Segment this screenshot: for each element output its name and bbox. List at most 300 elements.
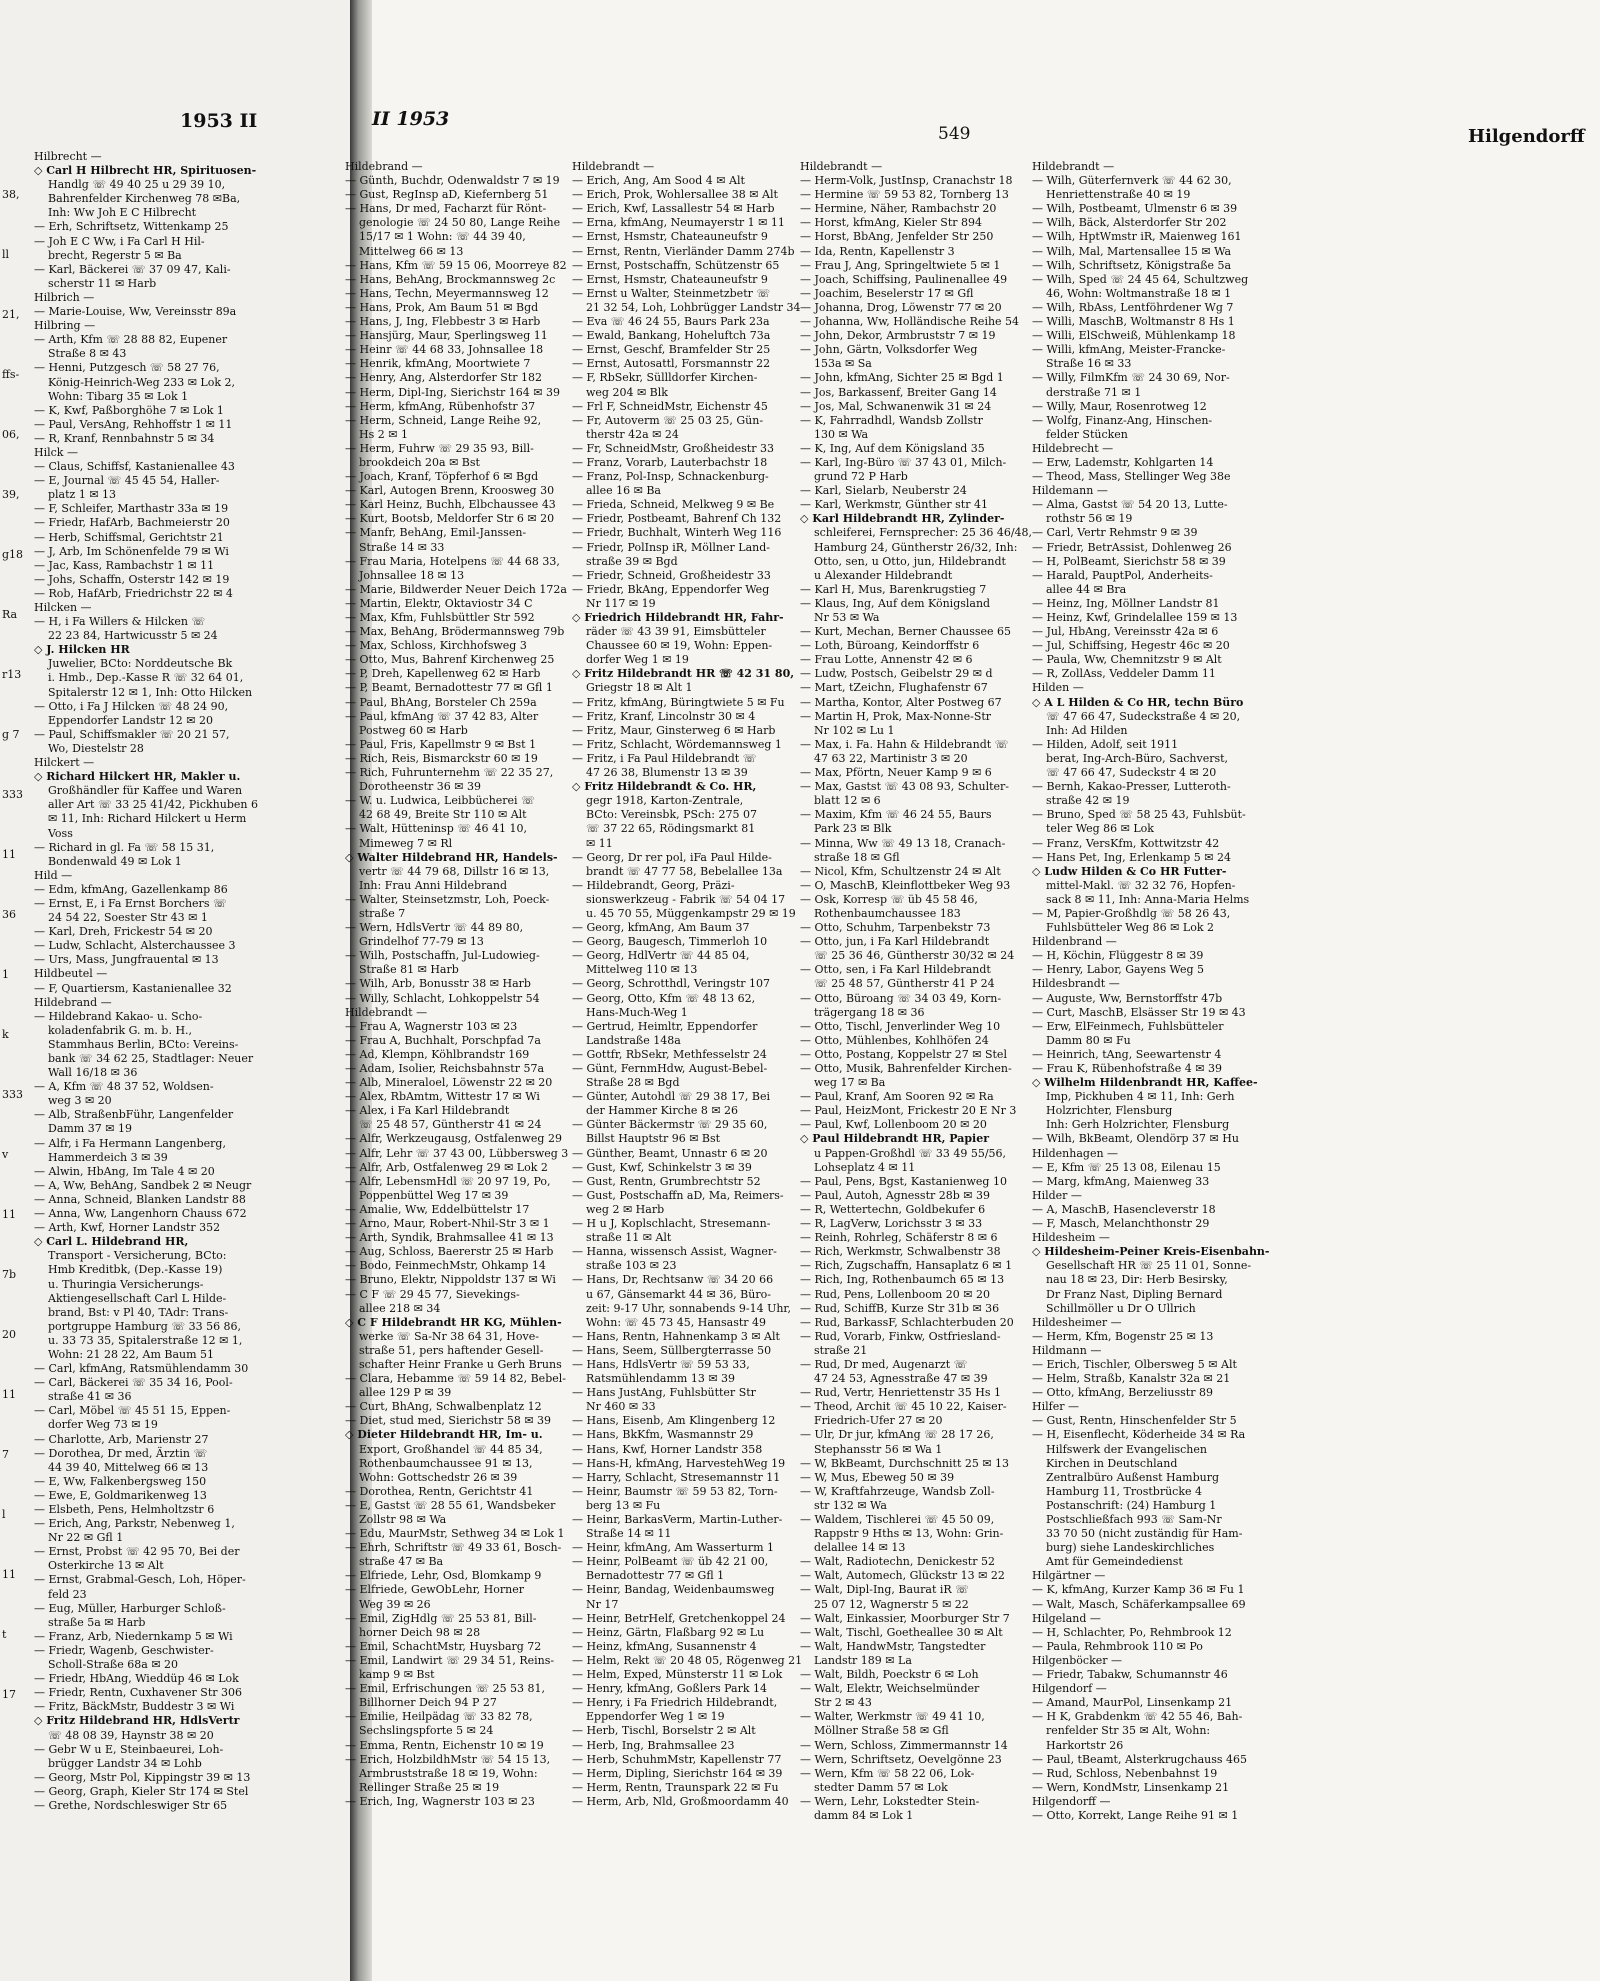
entry-continuation: Hilfswerk der Evangelischen: [1046, 1442, 1207, 1456]
directory-entry: — Friedr, HbAng, Wieddüp 46 ✉ Lok: [34, 1672, 239, 1686]
directory-entry: — Carl, kfmAng, Ratsmühlendamm 30: [34, 1362, 249, 1376]
firm-entry: ◇ Karl Hildebrandt HR, Zylinder-: [800, 512, 1005, 526]
surname-heading: Hild —: [34, 868, 73, 882]
directory-entry: — F, Masch, Melanchthonstr 29: [1032, 1217, 1210, 1231]
entry-continuation: weg 17 ✉ Ba: [814, 1076, 886, 1090]
entry-continuation: allee 129 P ✉ 39: [359, 1386, 452, 1400]
directory-entry: — Willi, MaschB, Woltmanstr 8 Hs 1: [1032, 315, 1235, 329]
directory-entry: — Herb, Ing, Brahmsallee 23: [572, 1738, 735, 1752]
entry-continuation: brecht, Regerstr 5 ✉ Ba: [48, 248, 182, 262]
directory-entry: — Heinz, Kwf, Grindelallee 159 ✉ 13: [1032, 611, 1238, 624]
directory-entry: — Paul, Pens, Bgst, Kastanienweg 10: [800, 1174, 1007, 1188]
directory-entry: — Ehrh, Schriftstr ☏ 49 33 61, Bosch-: [345, 1541, 562, 1555]
directory-entry: — Wern, Schloss, Zimmermannstr 14: [800, 1738, 1008, 1752]
entry-continuation: 15/17 ✉ 1 Wohn: ☏ 44 39 40,: [359, 230, 526, 244]
directory-entry: — Wilh, HptWmstr iR, Maienweg 161: [1032, 230, 1242, 244]
entry-continuation: ☏ 47 66 47, Sudeckstr 4 ✉ 20: [1046, 766, 1217, 780]
directory-entry: — Gust, RegInsp aD, Kiefernberg 51: [345, 188, 549, 202]
directory-entry: — Hans, Dr, Rechtsanw ☏ 34 20 66: [572, 1273, 774, 1287]
entry-continuation: Schillmöller u Dr O Ullrich: [1046, 1301, 1196, 1315]
directory-entry: — O, MaschB, Kleinflottbeker Weg 93: [800, 878, 1011, 892]
entry-continuation: 153a ✉ Sa: [814, 357, 872, 371]
entry-continuation: 25 07 12, Wagnerstr 5 ✉ 22: [814, 1597, 969, 1611]
directory-entry: — Joachim, Beselerstr 17 ✉ Gfl: [800, 286, 974, 300]
left-page-column: [34, 150, 334, 1950]
directory-entry: — Franz, Vorarb, Lauterbachstr 18: [572, 455, 768, 469]
surname-heading: Hildesbrandt —: [1032, 977, 1120, 991]
directory-entry: — R, Kranf, Rennbahnstr 5 ✉ 34: [34, 431, 215, 445]
entry-continuation: kamp 9 ✉ Bst: [359, 1668, 435, 1682]
entry-continuation: Otto, sen, u Otto, jun, Hildebrandt: [814, 554, 1006, 568]
directory-entry: — F, Schleifer, Marthastr 33a ✉ 19: [34, 502, 229, 516]
page-number: 549: [938, 124, 971, 144]
entry-continuation: Billst Hauptstr 96 ✉ Bst: [586, 1132, 721, 1146]
directory-entry: — Frau Maria, Hotelpens ☏ 44 68 33,: [345, 554, 560, 568]
entry-continuation: Harkortstr 26: [1046, 1738, 1124, 1752]
entry-continuation: felder Stücken: [1046, 427, 1128, 441]
directory-entry: — Rud, Vertr, Henriettenstr 35 Hs 1: [800, 1386, 1002, 1400]
margin-fragment: ffs-: [2, 368, 20, 381]
directory-entry: — Nicol, Kfm, Schultzenstr 24 ✉ Alt: [800, 864, 1001, 878]
directory-entry: — Osk, Korresp ☏ üb 45 58 46,: [800, 892, 978, 906]
directory-entry: — Karl, Autogen Brenn, Kroosweg 30: [345, 484, 555, 498]
directory-entry: — Edu, MaurMstr, Sethweg 34 ✉ Lok 1: [345, 1527, 565, 1541]
directory-entry: — Bruno, Elektr, Nippoldstr 137 ✉ Wi: [345, 1273, 556, 1287]
directory-entry: — Hans, J, Ing, Flebbestr 3 ✉ Harb: [345, 315, 541, 329]
directory-entry: — Hermine ☏ 59 53 82, Tornberg 13: [800, 188, 1009, 202]
entry-continuation: Zentralbüro Außenst Hamburg: [1046, 1470, 1220, 1484]
directory-entry: — Friedr, BkAng, Eppendorfer Weg: [572, 582, 770, 596]
entry-continuation: Amt für Gemeindedienst: [1046, 1555, 1183, 1569]
directory-entry: — Otto, jun, i Fa Karl Hildebrandt: [800, 935, 990, 949]
entry-continuation: schleiferei, Fernsprecher: 25 36 46/48,: [814, 526, 1033, 540]
surname-heading: Hildebrand —: [34, 995, 112, 1009]
directory-entry: — Waldem, Tischlerei ☏ 45 50 09,: [800, 1513, 995, 1526]
entry-continuation: straße 11 ✉ Alt: [586, 1231, 672, 1245]
firm-entry: ◇ Fritz Hildebrandt HR ☏ 42 31 80,: [572, 667, 795, 681]
directory-entry: — Herm, Fuhrw ☏ 29 35 93, Bill-: [345, 441, 534, 455]
directory-entry: — Heinr, PolBeamt ☏ üb 42 21 00,: [572, 1555, 769, 1569]
entry-continuation: Zollstr 98 ✉ Wa: [359, 1513, 447, 1526]
directory-entry: — Karl, Dreh, Frickestr 54 ✉ 20: [34, 925, 213, 939]
entry-continuation: ☏ 37 22 65, Rödingsmarkt 81: [586, 822, 756, 836]
directory-entry: — Gust, Rentn, Grumbrechtstr 52: [572, 1174, 761, 1188]
directory-entry: — Diet, stud med, Sierichstr 58 ✉ 39: [345, 1414, 552, 1428]
directory-entry: — P, Beamt, Bernadottestr 77 ✉ Gfl 1: [345, 681, 553, 695]
entry-continuation: Bernadottestr 77 ✉ Gfl 1: [586, 1569, 725, 1583]
surname-heading: Hildbeutel —: [34, 967, 108, 981]
directory-entry: — Helm, Rekt ☏ 20 48 05, Rögenweg 21: [572, 1653, 803, 1667]
left-page-header: 1953 II: [180, 110, 258, 132]
entry-continuation: u. Thuringia Versicherungs-: [48, 1277, 204, 1291]
directory-entry: — Arth, Syndik, Brahmsallee 41 ✉ 13: [345, 1231, 554, 1245]
directory-entry: — Paula, Ww, Chemnitzstr 9 ✉ Alt: [1032, 653, 1222, 667]
entry-continuation: Eppendorfer Weg 1 ✉ 19: [586, 1710, 725, 1724]
directory-entry: — Elfriede, Lehr, Osd, Blomkamp 9: [345, 1569, 542, 1583]
surname-heading: Hildmann —: [1032, 1343, 1102, 1357]
directory-entry: — Carl, Möbel ☏ 45 51 15, Eppen-: [34, 1404, 231, 1418]
directory-entry: — Herm, Schneid, Lange Reihe 92,: [345, 413, 542, 427]
margin-fragment: 39,: [2, 488, 20, 501]
firm-entry: ◇ Dieter Hildebrandt HR, Im- u.: [345, 1428, 543, 1442]
directory-entry: — Curt, BhAng, Schwalbenplatz 12: [345, 1400, 542, 1414]
directory-entry: — Walt, Radiotechn, Denickestr 52: [800, 1555, 995, 1569]
directory-entry: — Theod, Archit ☏ 45 10 22, Kaiser-: [800, 1400, 1007, 1414]
directory-entry: — Amand, MaurPol, Linsenkamp 21: [1032, 1696, 1233, 1710]
directory-entry: — Loth, Büroang, Keindorffstr 6: [800, 639, 980, 653]
surname-heading: Hildesheimer —: [1032, 1315, 1122, 1329]
directory-entry: — Curt, MaschB, Elsässer Str 19 ✉ 43: [1032, 1005, 1246, 1019]
directory-entry: — Heinr, kfmAng, Am Wasserturm 1: [572, 1541, 775, 1555]
entry-continuation: straße 21: [814, 1343, 868, 1357]
directory-entry: — Erw, Lademstr, Kohlgarten 14: [1032, 455, 1214, 469]
entry-continuation: bank ☏ 34 62 25, Stadtlager: Neuer: [48, 1052, 254, 1065]
entry-continuation: Wohn: 21 28 22, Am Baum 51: [48, 1347, 215, 1361]
margin-fragment: 17: [2, 1688, 16, 1701]
directory-entry: — Wilh, Postbeamt, Ulmenstr 6 ✉ 39: [1032, 202, 1238, 216]
directory-entry: — E, Journal ☏ 45 45 54, Haller-: [34, 474, 220, 488]
entry-continuation: der Hammer Kirche 8 ✉ 26: [586, 1104, 739, 1118]
directory-entry: — Wilh, Bäck, Alsterdorfer Str 202: [1032, 216, 1227, 230]
directory-entry: — Jos, Mal, Schwanenwik 31 ✉ 24: [800, 399, 992, 413]
entry-continuation: sack 8 ✉ 11, Inh: Anna-Maria Helms: [1046, 892, 1250, 906]
entry-continuation: brookdeich 20a ✉ Bst: [359, 455, 480, 469]
directory-entry: — Frau A, Buchhalt, Porschpfad 7a: [345, 1033, 541, 1047]
entry-continuation: delallee 14 ✉ 13: [814, 1541, 906, 1555]
directory-entry: — Ernst, Postschaffn, Schützenstr 65: [572, 258, 780, 272]
entry-continuation: Postschließfach 993 ☏ Sam-Nr: [1046, 1513, 1222, 1526]
firm-entry: ◇ Friedrich Hildebrandt HR, Fahr-: [572, 611, 784, 624]
entry-continuation: weg 2 ✉ Harb: [586, 1202, 665, 1216]
surname-heading: Hilgeland —: [1032, 1611, 1101, 1625]
directory-entry: — Bernh, Kakao-Presser, Lutteroth-: [1032, 780, 1231, 794]
entry-continuation: zeit: 9-17 Uhr, sonnabends 9-14 Uhr,: [586, 1301, 791, 1315]
directory-entry: — Ernst, Grabmal-Gesch, Loh, Höper-: [34, 1573, 246, 1587]
directory-entry: — H, i Fa Willers & Hilcken ☏: [34, 615, 206, 629]
directory-entry: — Friedr, PolInsp iR, Möllner Land-: [572, 540, 770, 554]
directory-entry: — F, Quartiersm, Kastanienallee 32: [34, 981, 232, 995]
entry-continuation: straße 47 ✉ Ba: [359, 1555, 444, 1569]
directory-entry: — W, Mus, Ebeweg 50 ✉ 39: [800, 1470, 955, 1484]
directory-entry: — Gottfr, RbSekr, Methfesselstr 24: [572, 1047, 767, 1061]
directory-entry: — Ernst, Probst ☏ 42 95 70, Bei der: [34, 1545, 240, 1559]
directory-entry: — Alfr, i Fa Hermann Langenberg,: [34, 1136, 226, 1150]
directory-entry: — K, kfmAng, Kurzer Kamp 36 ✉ Fu 1: [1032, 1583, 1245, 1597]
entry-continuation: Wo, Diestelstr 28: [48, 741, 144, 755]
directory-entry: — Willy, Schlacht, Lohkoppelstr 54: [345, 991, 540, 1005]
surname-heading: Hildenhagen —: [1032, 1146, 1119, 1160]
entry-continuation: straße 39 ✉ Bgd: [586, 554, 678, 568]
directory-entry: — Erich, Ang, Parkstr, Nebenweg 1,: [34, 1517, 235, 1531]
entry-continuation: str 132 ✉ Wa: [814, 1498, 887, 1512]
directory-entry: — Ida, Rentn, Kapellenstr 3: [800, 244, 955, 258]
entry-continuation: horner Deich 98 ✉ 28: [359, 1625, 481, 1639]
entry-continuation: 24 54 22, Soester Str 43 ✉ 1: [48, 911, 208, 925]
directory-entry: — Herb, Schiffsmal, Gerichtstr 21: [34, 530, 224, 544]
directory-entry: — Heinr ☏ 44 68 33, Johnsallee 18: [345, 343, 544, 357]
entry-continuation: Hs 2 ✉ 1: [359, 427, 408, 441]
directory-entry: — Rich, Zugschaffn, Hansaplatz 6 ✉ 1: [800, 1259, 1013, 1273]
directory-entry: — Erich, HolzbildhMstr ☏ 54 15 13,: [345, 1752, 551, 1766]
directory-entry: — Walt, Elektr, Weichselmünder: [800, 1682, 980, 1696]
margin-fragment: r13: [2, 668, 22, 681]
entry-continuation: 21 32 54, Loh, Lohbrügger Landstr 34: [586, 300, 801, 314]
directory-entry: — Wilh, Schriftsetz, Königstraße 5a: [1032, 258, 1232, 272]
directory-entry: — Hans, Kfm ☏ 59 15 06, Moorreye 82: [345, 258, 567, 272]
directory-entry: — Eug, Müller, Harburger Schloß-: [34, 1601, 226, 1615]
directory-entry: — Fr, Autoverm ☏ 25 03 25, Gün-: [572, 413, 764, 427]
entry-continuation: werke ☏ Sa-Nr 38 64 31, Hove-: [359, 1329, 539, 1343]
entry-continuation: koladenfabrik G. m. b. H.,: [48, 1023, 193, 1037]
directory-entry: — Herm, Dipl-Ing, Sierichstr 164 ✉ 39: [345, 385, 560, 399]
firm-entry: ◇ Walter Hildebrand HR, Handels-: [345, 850, 558, 864]
directory-entry: — C F ☏ 29 45 77, Sievekings-: [345, 1287, 520, 1301]
directory-entry: — Henry, Labor, Gayens Weg 5: [1032, 963, 1205, 977]
entry-continuation: Nr 53 ✉ Wa: [814, 611, 880, 624]
directory-entry: — Otto, Mühlenbes, Kohlhöfen 24: [800, 1033, 989, 1047]
directory-entry: — Gust, Kwf, Schinkelstr 3 ✉ 39: [572, 1160, 752, 1174]
directory-entry: — Friedr, Wagenb, Geschwister-: [34, 1643, 214, 1657]
directory-entry: — Herm, Arb, Nld, Großmoordamm 40: [572, 1794, 789, 1808]
firm-entry: ◇ J. Hilcken HR: [34, 643, 130, 657]
directory-entry: — Hilden, Adolf, seit 1911: [1032, 737, 1179, 751]
entry-continuation: Johnsallee 18 ✉ 13: [359, 568, 465, 582]
entry-continuation: Grindelhof 77-79 ✉ 13: [359, 935, 484, 949]
entry-continuation: Fuhlsbütteler Weg 86 ✉ Lok 2: [1046, 921, 1214, 935]
entry-continuation: grund 72 P Harb: [814, 470, 908, 484]
entry-continuation: räder ☏ 43 39 91, Eimsbütteler: [586, 625, 766, 639]
directory-entry: — Rud, Dr med, Augenarzt ☏: [800, 1357, 968, 1371]
entry-continuation: therstr 42a ✉ 24: [586, 427, 679, 441]
directory-entry: — Paul, kfmAng ☏ 37 42 83, Alter: [345, 709, 539, 723]
directory-entry: — Henni, Putzgesch ☏ 58 27 76,: [34, 361, 220, 375]
directory-entry: — Ewald, Bankang, Hoheluftch 73a: [572, 329, 771, 343]
directory-entry: — Paul, VersAng, Rehhoffstr 1 ✉ 11: [34, 417, 233, 431]
directory-entry: — Günter Bäckermstr ☏ 29 35 60,: [572, 1118, 768, 1132]
entry-continuation: ☏ 25 48 57, Güntherstr 41 P 24: [814, 977, 995, 991]
entry-continuation: ☏ 48 08 39, Haynstr 38 ✉ 20: [48, 1728, 214, 1742]
directory-entry: — John, Dekor, Armbruststr 7 ✉ 19: [800, 329, 996, 343]
directory-entry: — Heinr, BetrHelf, Gretchenkoppel 24: [572, 1611, 786, 1625]
entry-continuation: straße 51, pers haftender Gesell-: [359, 1343, 544, 1357]
directory-entry: — Fritz, Schlacht, Wördemannsweg 1: [572, 737, 782, 751]
entry-continuation: Straße 8 ✉ 43: [48, 347, 127, 361]
directory-entry: — Hans Pet, Ing, Erlenkamp 5 ✉ 24: [1032, 850, 1231, 864]
directory-entry: — Jul, Schiffsing, Hegestr 46c ✉ 20: [1032, 639, 1230, 653]
directory-entry: — Heinz, Ing, Möllner Landstr 81: [1032, 596, 1220, 610]
entry-continuation: allee 16 ✉ Ba: [586, 484, 661, 498]
entry-continuation: Hammerdeich 3 ✉ 39: [48, 1150, 168, 1164]
margin-fragment: v: [2, 1148, 9, 1161]
entry-continuation: straße 5a ✉ Harb: [48, 1615, 146, 1629]
entry-continuation: vertr ☏ 44 79 68, Dillstr 16 ✉ 13,: [359, 864, 550, 878]
directory-entry: — Gust, Postschaffn aD, Ma, Reimers-: [572, 1188, 784, 1202]
directory-entry: — Paula, Rehmbrook 110 ✉ Po: [1032, 1639, 1203, 1653]
directory-entry: — Georg, Schrotthdl, Veringstr 107: [572, 977, 771, 991]
entry-continuation: Griegstr 18 ✉ Alt 1: [586, 681, 693, 695]
entry-continuation: Scholl-Straße 68a ✉ 20: [48, 1658, 179, 1672]
directory-entry: — Harald, PauptPol, Anderheits-: [1032, 568, 1213, 582]
entry-continuation: Holzrichter, Flensburg: [1046, 1104, 1173, 1118]
directory-entry: — Erich, Tischler, Olbersweg 5 ✉ Alt: [1032, 1357, 1237, 1371]
entry-continuation: Handlg ☏ 49 40 25 u 29 39 10,: [48, 178, 226, 192]
entry-continuation: 47 24 53, Agnesstraße 47 ✉ 39: [814, 1372, 988, 1386]
directory-entry: — Alex, RbAmtm, Wittestr 17 ✉ Wi: [345, 1090, 540, 1104]
directory-entry: — Erich, Prok, Wohlersallee 38 ✉ Alt: [572, 188, 778, 202]
margin-fragment: 11: [2, 1208, 16, 1221]
entry-continuation: 47 63 22, Martinistr 3 ✉ 20: [814, 751, 968, 765]
entry-continuation: ☏ 25 48 57, Güntherstr 41 ✉ 24: [359, 1118, 542, 1132]
entry-continuation: Stephansstr 56 ✉ Wa 1: [814, 1442, 943, 1456]
directory-entry: — Friedr, Schneid, Großheidestr 33: [572, 568, 771, 582]
directory-entry: — Hans, Prok, Am Baum 51 ✉ Bgd: [345, 300, 539, 314]
directory-entry: — Rich, Fuhrunternehm ☏ 22 35 27,: [345, 766, 554, 780]
directory-entry: — H u J, Koplschlacht, Stresemann-: [572, 1217, 771, 1231]
entry-continuation: stedter Damm 57 ✉ Lok: [814, 1780, 948, 1794]
directory-entry: — Otto, kfmAng, Berzeliusstr 89: [1032, 1386, 1213, 1400]
entry-continuation: Park 23 ✉ Blk: [814, 822, 892, 836]
directory-entry: — Hans, BkKfm, Wasmannstr 29: [572, 1428, 754, 1442]
entry-continuation: straße 41 ✉ 36: [48, 1390, 132, 1404]
entry-continuation: König-Heinrich-Weg 233 ✉ Lok 2,: [48, 375, 235, 389]
directory-entry: — Walt, Tischl, Goetheallee 30 ✉ Alt: [800, 1625, 1003, 1639]
directory-entry: — Hans, HdlsVertr ☏ 59 53 33,: [572, 1357, 750, 1371]
directory-entry: — K, Kwf, Paßborghöhe 7 ✉ Lok 1: [34, 403, 224, 417]
directory-entry: — Alb, StraßenbFühr, Langenfelder: [34, 1108, 234, 1122]
directory-entry: — Günter, Autohdl ☏ 29 38 17, Bei: [572, 1090, 770, 1104]
directory-entry: — Joh E C Ww, i Fa Carl H Hil-: [34, 234, 205, 248]
entry-continuation: genologie ☏ 24 50 80, Lange Reihe: [359, 216, 561, 230]
directory-entry: — Emil, Erfrischungen ☏ 25 53 81,: [345, 1682, 546, 1696]
directory-entry: — Friedr, Postbeamt, Bahrenf Ch 132: [572, 512, 782, 526]
directory-entry: — Frau A, Wagnerstr 103 ✉ 23: [345, 1019, 518, 1033]
directory-entry: — Hildebrandt, Georg, Präzi-: [572, 878, 735, 892]
surname-heading: Hilder —: [1032, 1188, 1082, 1202]
entry-continuation: brügger Landstr 34 ✉ Lohb: [48, 1756, 202, 1770]
directory-entry: — Max, i. Fa. Hahn & Hildebrandt ☏: [800, 737, 1009, 751]
directory-entry: — Georg, Baugesch, Timmerloh 10: [572, 935, 768, 949]
margin-fragment: 7: [2, 1448, 9, 1461]
entry-continuation: Postanschrift: (24) Hamburg 1: [1046, 1498, 1217, 1512]
directory-entry: — Helm, Straßb, Kanalstr 32a ✉ 21: [1032, 1372, 1231, 1386]
surname-heading: Hilbrecht —: [34, 150, 102, 163]
surname-heading: Hilbrich —: [34, 290, 95, 304]
directory-entry: — Jul, HbAng, Vereinsstr 42a ✉ 6: [1032, 625, 1219, 639]
directory-entry: — Alwin, HbAng, Im Tale 4 ✉ 20: [34, 1164, 215, 1178]
entry-continuation: Billhorner Deich 94 P 27: [359, 1696, 497, 1710]
directory-entry: — Walter, Steinsetzmstr, Loh, Poeck-: [345, 892, 550, 906]
entry-continuation: brandt ☏ 47 77 58, Bebelallee 13a: [586, 864, 783, 878]
directory-entry: — Heinr, BarkasVerm, Martin-Luther-: [572, 1513, 783, 1526]
entry-continuation: Sechslingspforte 5 ✉ 24: [359, 1724, 494, 1738]
surname-heading: Hilck —: [34, 445, 78, 459]
directory-entry: — Hans, Eisenb, Am Klingenberg 12: [572, 1414, 776, 1428]
entry-continuation: u. 33 73 35, Spitalerstraße 12 ✉ 1,: [48, 1333, 243, 1347]
firm-entry: ◇ Richard Hilckert HR, Makler u.: [34, 770, 241, 784]
entry-continuation: Rothenbaumchaussee 91 ✉ 13,: [359, 1456, 533, 1470]
firm-entry: ◇ Carl L. Hildebrand HR,: [34, 1235, 189, 1249]
directory-entry: — Gebr W u E, Steinbaeurei, Loh-: [34, 1742, 224, 1756]
directory-entry: — F, RbSekr, Süllldorfer Kirchen-: [572, 371, 758, 385]
surname-heading: Hilden —: [1032, 681, 1084, 695]
margin-fragment: 333: [2, 1088, 23, 1101]
entry-continuation: i. Hmb., Dep.-Kasse R ☏ 32 64 01,: [48, 671, 244, 685]
directory-entry: — A, MaschB, Hasencleverstr 18: [1032, 1202, 1216, 1216]
directory-entry: — Otto, Musik, Bahrenfelder Kirchen-: [800, 1062, 1012, 1075]
directory-entry: — Charlotte, Arb, Marienstr 27: [34, 1432, 209, 1446]
entry-continuation: allee 44 ✉ Bra: [1046, 582, 1127, 596]
entry-continuation: Export, Großhandel ☏ 44 85 34,: [359, 1442, 543, 1456]
directory-entry: — Wern, HdlsVertr ☏ 44 89 80,: [345, 921, 524, 935]
entry-continuation: ✉ 11: [586, 836, 613, 850]
directory-entry: — Karl, Ing-Büro ☏ 37 43 01, Milch-: [800, 455, 1007, 469]
entry-continuation: weg 204 ✉ Blk: [586, 385, 668, 399]
margin-fragment: 38,: [2, 188, 20, 201]
entry-continuation: 22 23 84, Hartwicusstr 5 ✉ 24: [48, 629, 218, 643]
entry-continuation: Chaussee 60 ✉ 19, Wohn: Eppen-: [586, 639, 773, 653]
directory-entry: — Manfr, BehAng, Emil-Janssen-: [345, 526, 527, 540]
directory-entry: — E, Ww, Falkenbergsweg 150: [34, 1474, 207, 1488]
directory-entry: — Friedr, Buchhalt, Winterh Weg 116: [572, 526, 782, 540]
directory-entry: — Horst, BbAng, Jenfelder Str 250: [800, 230, 994, 244]
directory-entry: — Wilh, Arb, Bonusstr 38 ✉ Harb: [345, 977, 531, 991]
entry-continuation: platz 1 ✉ 13: [48, 488, 117, 502]
margin-fragment: g 7: [2, 728, 20, 741]
entry-continuation: Armbruststraße 18 ✉ 19, Wohn:: [359, 1766, 538, 1780]
entry-continuation: 33 70 50 (nicht zuständig für Ham-: [1046, 1527, 1243, 1541]
entry-continuation: 46, Wohn: Woltmanstraße 18 ✉ 1: [1046, 286, 1232, 300]
directory-entry: — Georg, kfmAng, Am Baum 37: [572, 921, 750, 935]
directory-entry: — H, Eisenflecht, Köderheide 34 ✉ Ra: [1032, 1428, 1246, 1442]
directory-entry: — Henrik, kfmAng, Moortwiete 7: [345, 357, 531, 371]
directory-entry: — Otto, Postang, Koppelstr 27 ✉ Stel: [800, 1047, 1007, 1061]
surname-heading: Hilckert —: [34, 756, 95, 770]
directory-entry: — Clara, Hebamme ☏ 59 14 82, Bebel-: [345, 1372, 566, 1386]
directory-entry: — Wilh, RbAss, Lentföhrdener Wg 7: [1032, 300, 1234, 314]
entry-continuation: berat, Ing-Arch-Büro, Sachverst,: [1046, 751, 1229, 765]
directory-entry: — Eva ☏ 46 24 55, Baurs Park 23a: [572, 315, 770, 329]
margin-fragment: t: [2, 1628, 7, 1641]
directory-entry: — Hermine, Näher, Rambachstr 20: [800, 202, 997, 216]
directory-entry: — Hans, BehAng, Brockmannsweg 2c: [345, 272, 556, 286]
directory-entry: — Alfr, Werkzeugausg, Ostfalenweg 29: [345, 1132, 562, 1146]
entry-continuation: Rappstr 9 Hths ✉ 13, Wohn: Grin-: [814, 1527, 1004, 1541]
directory-entry: — Alfr, LebensmHdl ☏ 20 97 19, Po,: [345, 1174, 551, 1188]
entry-continuation: Friedrich-Ufer 27 ✉ 20: [814, 1414, 943, 1428]
directory-entry: — Aug, Schloss, Baererstr 25 ✉ Harb: [345, 1245, 554, 1259]
entry-continuation: ✉ 11, Inh: Richard Hilckert u Herm: [48, 812, 247, 826]
directory-entry: — E, Gastst ☏ 28 55 61, Wandsbeker: [345, 1498, 556, 1512]
directory-entry: — Kurt, Bootsb, Meldorfer Str 6 ✉ 20: [345, 512, 555, 526]
entry-continuation: Landstraße 148a: [586, 1033, 681, 1047]
directory-entry: — Karl, Bäckerei ☏ 37 09 47, Kali-: [34, 262, 231, 276]
directory-entry: — Friedr, Rentn, Cuxhavener Str 306: [34, 1686, 243, 1700]
directory-entry: — Minna, Ww ☏ 49 13 18, Cranach-: [800, 836, 1006, 850]
entry-continuation: Rellinger Straße 25 ✉ 19: [359, 1780, 500, 1794]
directory-entry: — Willy, FilmKfm ☏ 24 30 69, Nor-: [1032, 371, 1230, 385]
directory-column-2: [572, 160, 803, 1975]
firm-entry: ◇ Fritz Hildebrandt & Co. HR,: [572, 780, 757, 794]
directory-entry: — Ulr, Dr jur, kfmAng ☏ 28 17 26,: [800, 1428, 994, 1442]
entry-continuation: Imp, Pickhuben 4 ✉ 11, Inh: Gerh: [1046, 1090, 1235, 1104]
directory-entry: — Urs, Mass, Jungfrauental ✉ 13: [34, 953, 219, 967]
entry-continuation: Bondenwald 49 ✉ Lok 1: [48, 854, 182, 868]
directory-column-4: [1032, 160, 1270, 1975]
directory-entry: — Claus, Schiffsf, Kastanienallee 43: [34, 460, 235, 474]
surname-heading: Hildebrandt —: [345, 1005, 428, 1019]
entry-continuation: Nr 460 ✉ 33: [586, 1400, 656, 1414]
entry-continuation: Straße 16 ✉ 33: [1046, 357, 1132, 371]
